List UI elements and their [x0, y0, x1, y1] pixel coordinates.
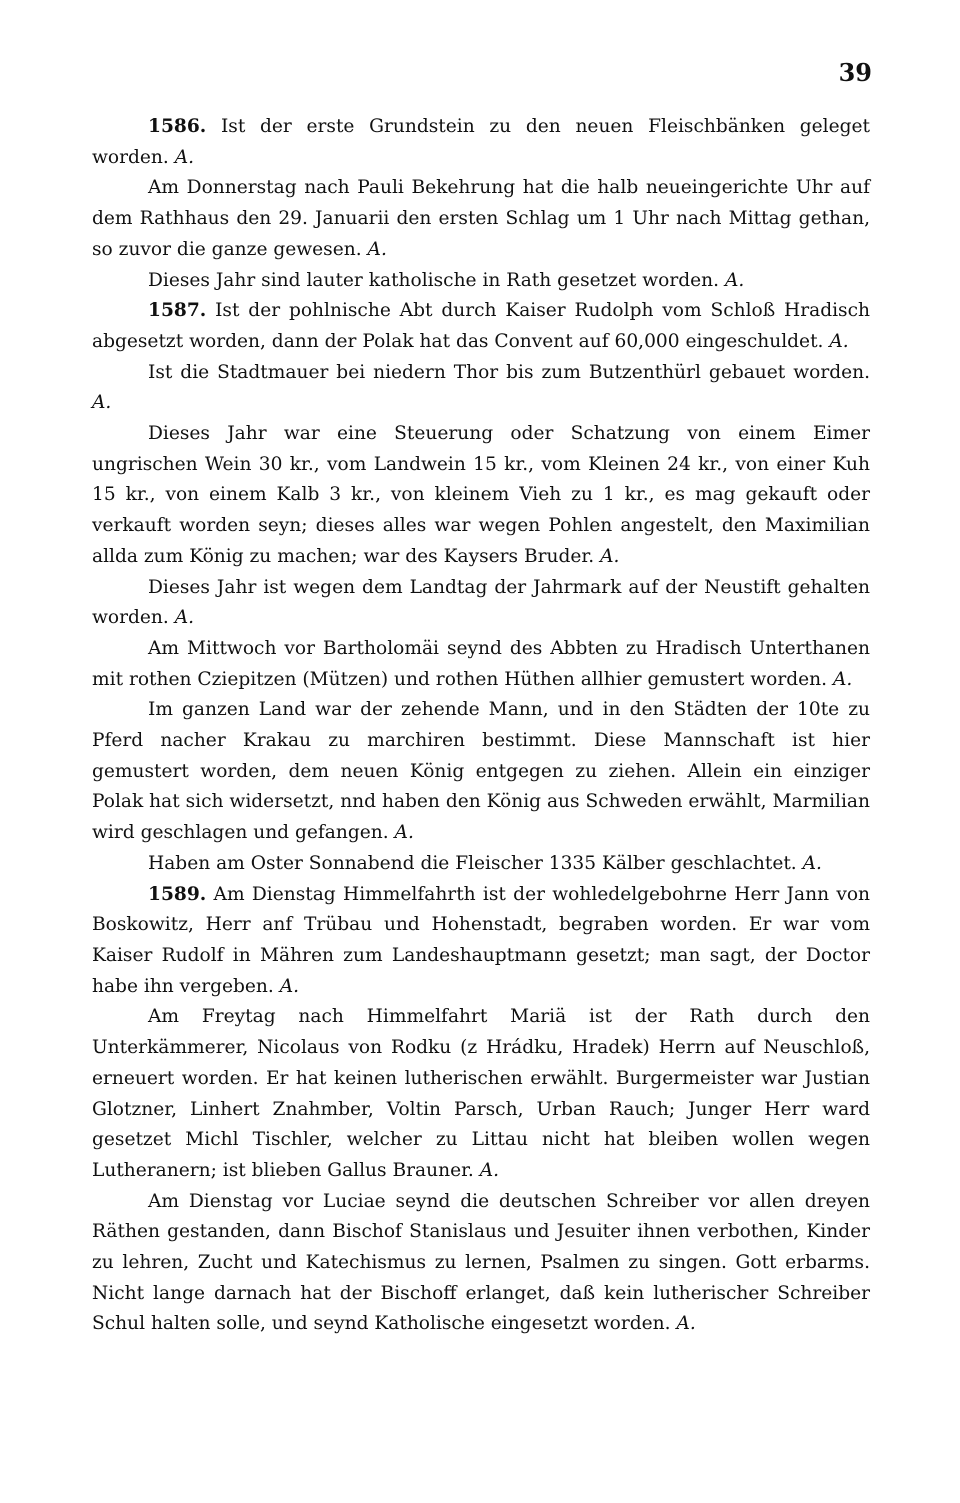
chronicle-text	[92, 112, 870, 1340]
source-mark: A.	[174, 146, 195, 168]
paragraph-1587-abt	[92, 296, 870, 357]
paragraph-text: Am Donnerstag nach Pauli Bekehrung hat die halb neueingerichte Uhr auf dem Rathhaus den 29. Januarii den ersten Schlag um 1 Uhr nach Mittag gethan, so zuvor die ganze gewesen.	[92, 177, 870, 260]
paragraph-text: Am Freytag nach Himmelfahrt Mariä ist der Rath durch den Unterkämmerer, Nicolaus von Rodku (z Hrádku, Hradek) Herrn auf Neuschloß, erneuert worden. Er hat keinen lutherischen erwählt. Burgermeister war Justian Glotzner, Linhert Znahmber, Voltin Parsch, Urban Rauch; Junger Herr ward gesetzet Michl Tischler, welcher zu Littau nicht hat bleiben wollen wegen Lutheranern; ist blieben Gallus Brauner.	[92, 1006, 870, 1181]
paragraph-1589-boskowitz	[92, 880, 870, 1003]
paragraph-text: Ist der erste Grundstein zu den neuen Fleischbänken geleget worden.	[92, 116, 870, 168]
year-label: 1586.	[148, 116, 207, 137]
paragraph-rath-katholisch	[92, 266, 870, 297]
paragraph-kaelber	[92, 849, 870, 880]
source-mark: A.	[829, 330, 849, 352]
source-mark: A.	[174, 607, 195, 629]
paragraph-zehende-mann	[92, 695, 870, 849]
source-mark: A.	[479, 1159, 500, 1181]
source-mark: A.	[279, 975, 300, 997]
paragraph-text: Am Dienstag Himmelfahrth ist der wohledelgebohrne Herr Jann von Boskowitz, Herr anf Trübau und Hohenstadt, begraben worden. Er war vom Kaiser Rudolf in Mähren zum Landeshauptmann gesetzt; man sagt, der Doctor habe ihn vergeben.	[92, 883, 870, 997]
source-mark: A.	[92, 392, 112, 414]
source-mark: A.	[802, 852, 822, 874]
paragraph-musterung	[92, 634, 870, 695]
paragraph-schreiber	[92, 1187, 870, 1341]
source-mark: A.	[724, 269, 745, 291]
source-mark: A.	[367, 238, 387, 260]
paragraph-text: Dieses Jahr ist wegen dem Landtag der Jahrmark auf der Neustift gehalten worden.	[92, 576, 870, 629]
paragraph-1586-grundstein	[92, 112, 870, 173]
paragraph-uhr	[92, 173, 870, 265]
paragraph-rath-erneuert	[92, 1002, 870, 1186]
paragraph-text: Dieses Jahr sind lauter katholische in Rath gesetzet worden.	[148, 269, 725, 291]
paragraph-text: Haben am Oster Sonnabend die Fleischer 1335 Kälber geschlachtet.	[148, 852, 803, 874]
paragraph-stadtmauer	[92, 358, 870, 419]
year-label: 1589.	[148, 883, 207, 905]
paragraph-steuerung	[92, 419, 870, 573]
source-mark: A.	[394, 822, 414, 844]
paragraph-text: Ist der pohlnische Abt durch Kaiser Rudolph vom Schloß Hradisch abgesetzt worden, dann der Polak hat das Convent auf 60,000 eingeschuldet.	[92, 300, 870, 352]
paragraph-text: Im ganzen Land war der zehende Mann, und in den Städten der 10te zu Pferd nacher Krakau zu marchiren bestimmt. Diese Mannschaft ist hier gemustert worden, dem neuen König entgegen zu ziehen. Allein ein einziger Polak hat sich widersetzt, nnd haben den König aus Schweden erwählt, Marmilian wird geschlagen und gefangen.	[92, 699, 870, 844]
paragraph-jahrmark	[92, 573, 870, 634]
source-mark: A.	[676, 1313, 696, 1335]
source-mark: A.	[832, 668, 853, 690]
paragraph-text: Am Dienstag vor Luciae seynd die deutschen Schreiber vor allen dreyen Räthen gestanden, dann Bischof Stanislaus und Jesuiter ihnen verbothen, Kinder zu lehren, Zucht und Katechismus zu lernen, Psalmen zu singen. Gott erbarms. Nicht lange darnach hat der Bischoff erlanget, daß kein lutherischer Schreiber Schul halten solle, und seynd Katholische eingesetzt worden.	[92, 1190, 870, 1335]
paragraph-text: Am Mittwoch vor Bartholomäi seynd des Abbten zu Hradisch Unterthanen mit rothen Cziepitzen (Mützen) und rothen Hüthen allhier gemustert worden.	[92, 637, 870, 690]
page-number: 39	[838, 58, 872, 87]
paragraph-text: Ist die Stadtmauer bei niedern Thor bis zum Butzenthürl gebauet worden.	[148, 361, 870, 383]
source-mark: A.	[600, 545, 620, 567]
paragraph-text: Dieses Jahr war eine Steuerung oder Schatzung von einem Eimer ungrischen Wein 30 kr., vom Landwein 15 kr., vom Kleinen 24 kr., von einer Kuh 15 kr., von einem Kalb 3 kr., von kleinem Vieh zu 1 kr., es mag gekauft oder verkauft worden seyn; dieses alles war wegen Pohlen angestelt, den Maximilian allda zum König zu machen; war des Kaysers Bruder.	[92, 423, 870, 567]
year-label: 1587.	[148, 300, 207, 322]
